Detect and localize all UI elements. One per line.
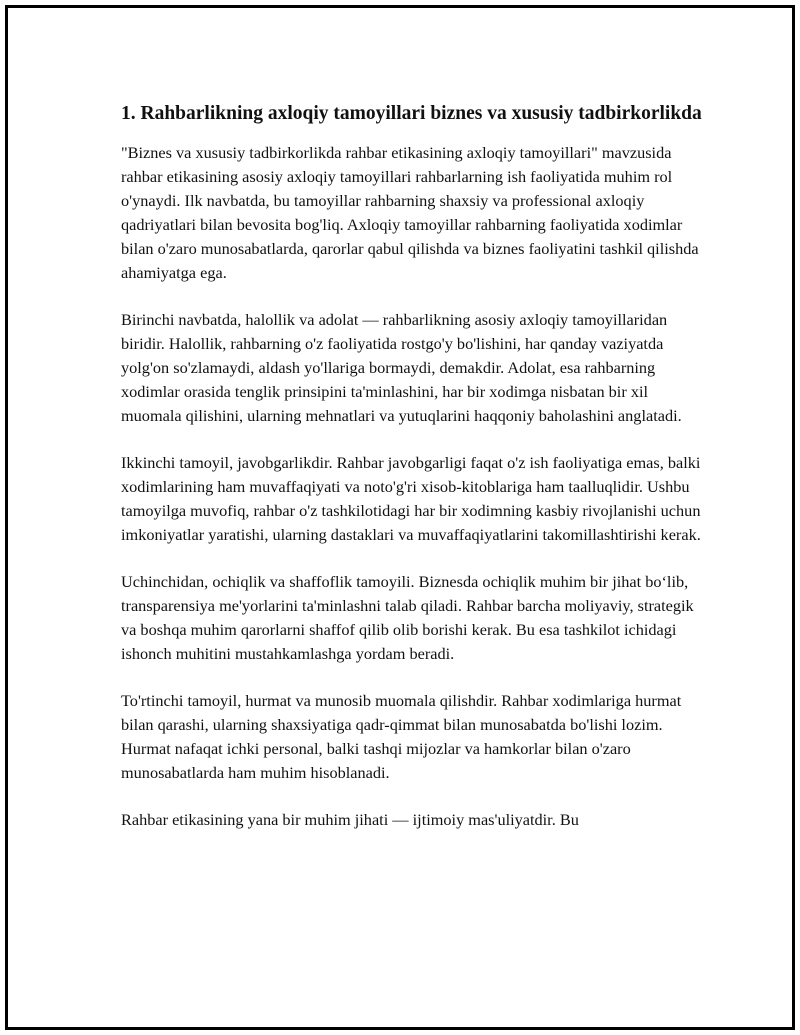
section-heading: 1. Rahbarlikning axloqiy tamoyillari biznes va xususiy tadbirkorlikda bbox=[121, 103, 702, 124]
paragraph-respect: To'rtinchi tamoyil, hurmat va munosib muomala qilishdir. Rahbar xodimlariga hurmat bilan qarashi, ularning shaxsiyatiga qadr-qimmat bilan munosabatda bo'lishi lozim. Hurmat nafaqat ichki personal, balki tashqi mijozlar va hamkorlar bilan o'zaro munosabatlarda ham muhim hisoblanadi. bbox=[121, 691, 682, 782]
document-page bbox=[5, 5, 795, 1030]
paragraph-responsibility: Ikkinchi tamoyil, javobgarlikdir. Rahbar javobgarligi faqat o'z ish faoliyatiga emas, balki xodimlarining ham muvaffaqiyati va noto'g'ri xisob-kitoblariga ham taalluqlidir. Ushbu tamoyilga muvofiq, rahbar o'z tashkilotidagi har bir xodimning kasbiy rivojlanishi uchun imkoniyatlar yaratishi, ularning dastaklari va muvaffaqiyatlarini takomillashtirishi kerak. bbox=[121, 453, 701, 544]
paragraph-intro: "Biznes va xususiy tadbirkorlikda rahbar etikasining axloqiy tamoyillari" mavzusida rahbar etikasining asosiy axloqiy tamoyillari rahbarlarning ish faoliyatida muhim rol o'ynaydi. Ilk navbatda, bu tamoyillar rahbarning shaxsiy va professional axloqiy qadriyatlari bilan bevosita bog'liq. Axloqiy tamoyillar rahbarning faoliyatida xodimlar bilan o'zaro munosabatlarda, qarorlar qabul qilishda va biznes faoliyatini tashkil qilishda ahamiyatga ega. bbox=[121, 143, 699, 282]
paragraph-transparency: Uchinchidan, ochiqlik va shaffoflik tamoyili. Biznesda ochiqlik muhim bir jihat bo‘lib, transparensiya me'yorlarini ta'minlashni talab qiladi. Rahbar barcha moliyaviy, strategik va boshqa muhim qarorlarni shaffof qilib olib borishi kerak. Bu esa tashkilot ichidagi ishonch muhitini mustahkamlashga yordam beradi. bbox=[121, 572, 694, 663]
document-content bbox=[121, 100, 706, 855]
paragraph-honesty-justice: Birinchi navbatda, halollik va adolat — rahbarlikning asosiy axloqiy tamoyillaridan biridir. Halollik, rahbarning o'z faoliyatida rostgo'y bo'lishini, har qanday vaziyatda yolg'on so'zlamaydi, aldash yo'llariga bormaydi, demakdir. Adolat, esa rahbarning xodimlar orasida tenglik prinsipini ta'minlashini, har bir xodimga nisbatan bir xil muomala qilishini, ularning mehnatlari va yutuqlarini haqqoniy baholashini anglatadi. bbox=[121, 310, 682, 425]
paragraph-social-responsibility: Rahbar etikasining yana bir muhim jihati — ijtimoiy mas'uliyatdir. Bu bbox=[121, 810, 579, 829]
